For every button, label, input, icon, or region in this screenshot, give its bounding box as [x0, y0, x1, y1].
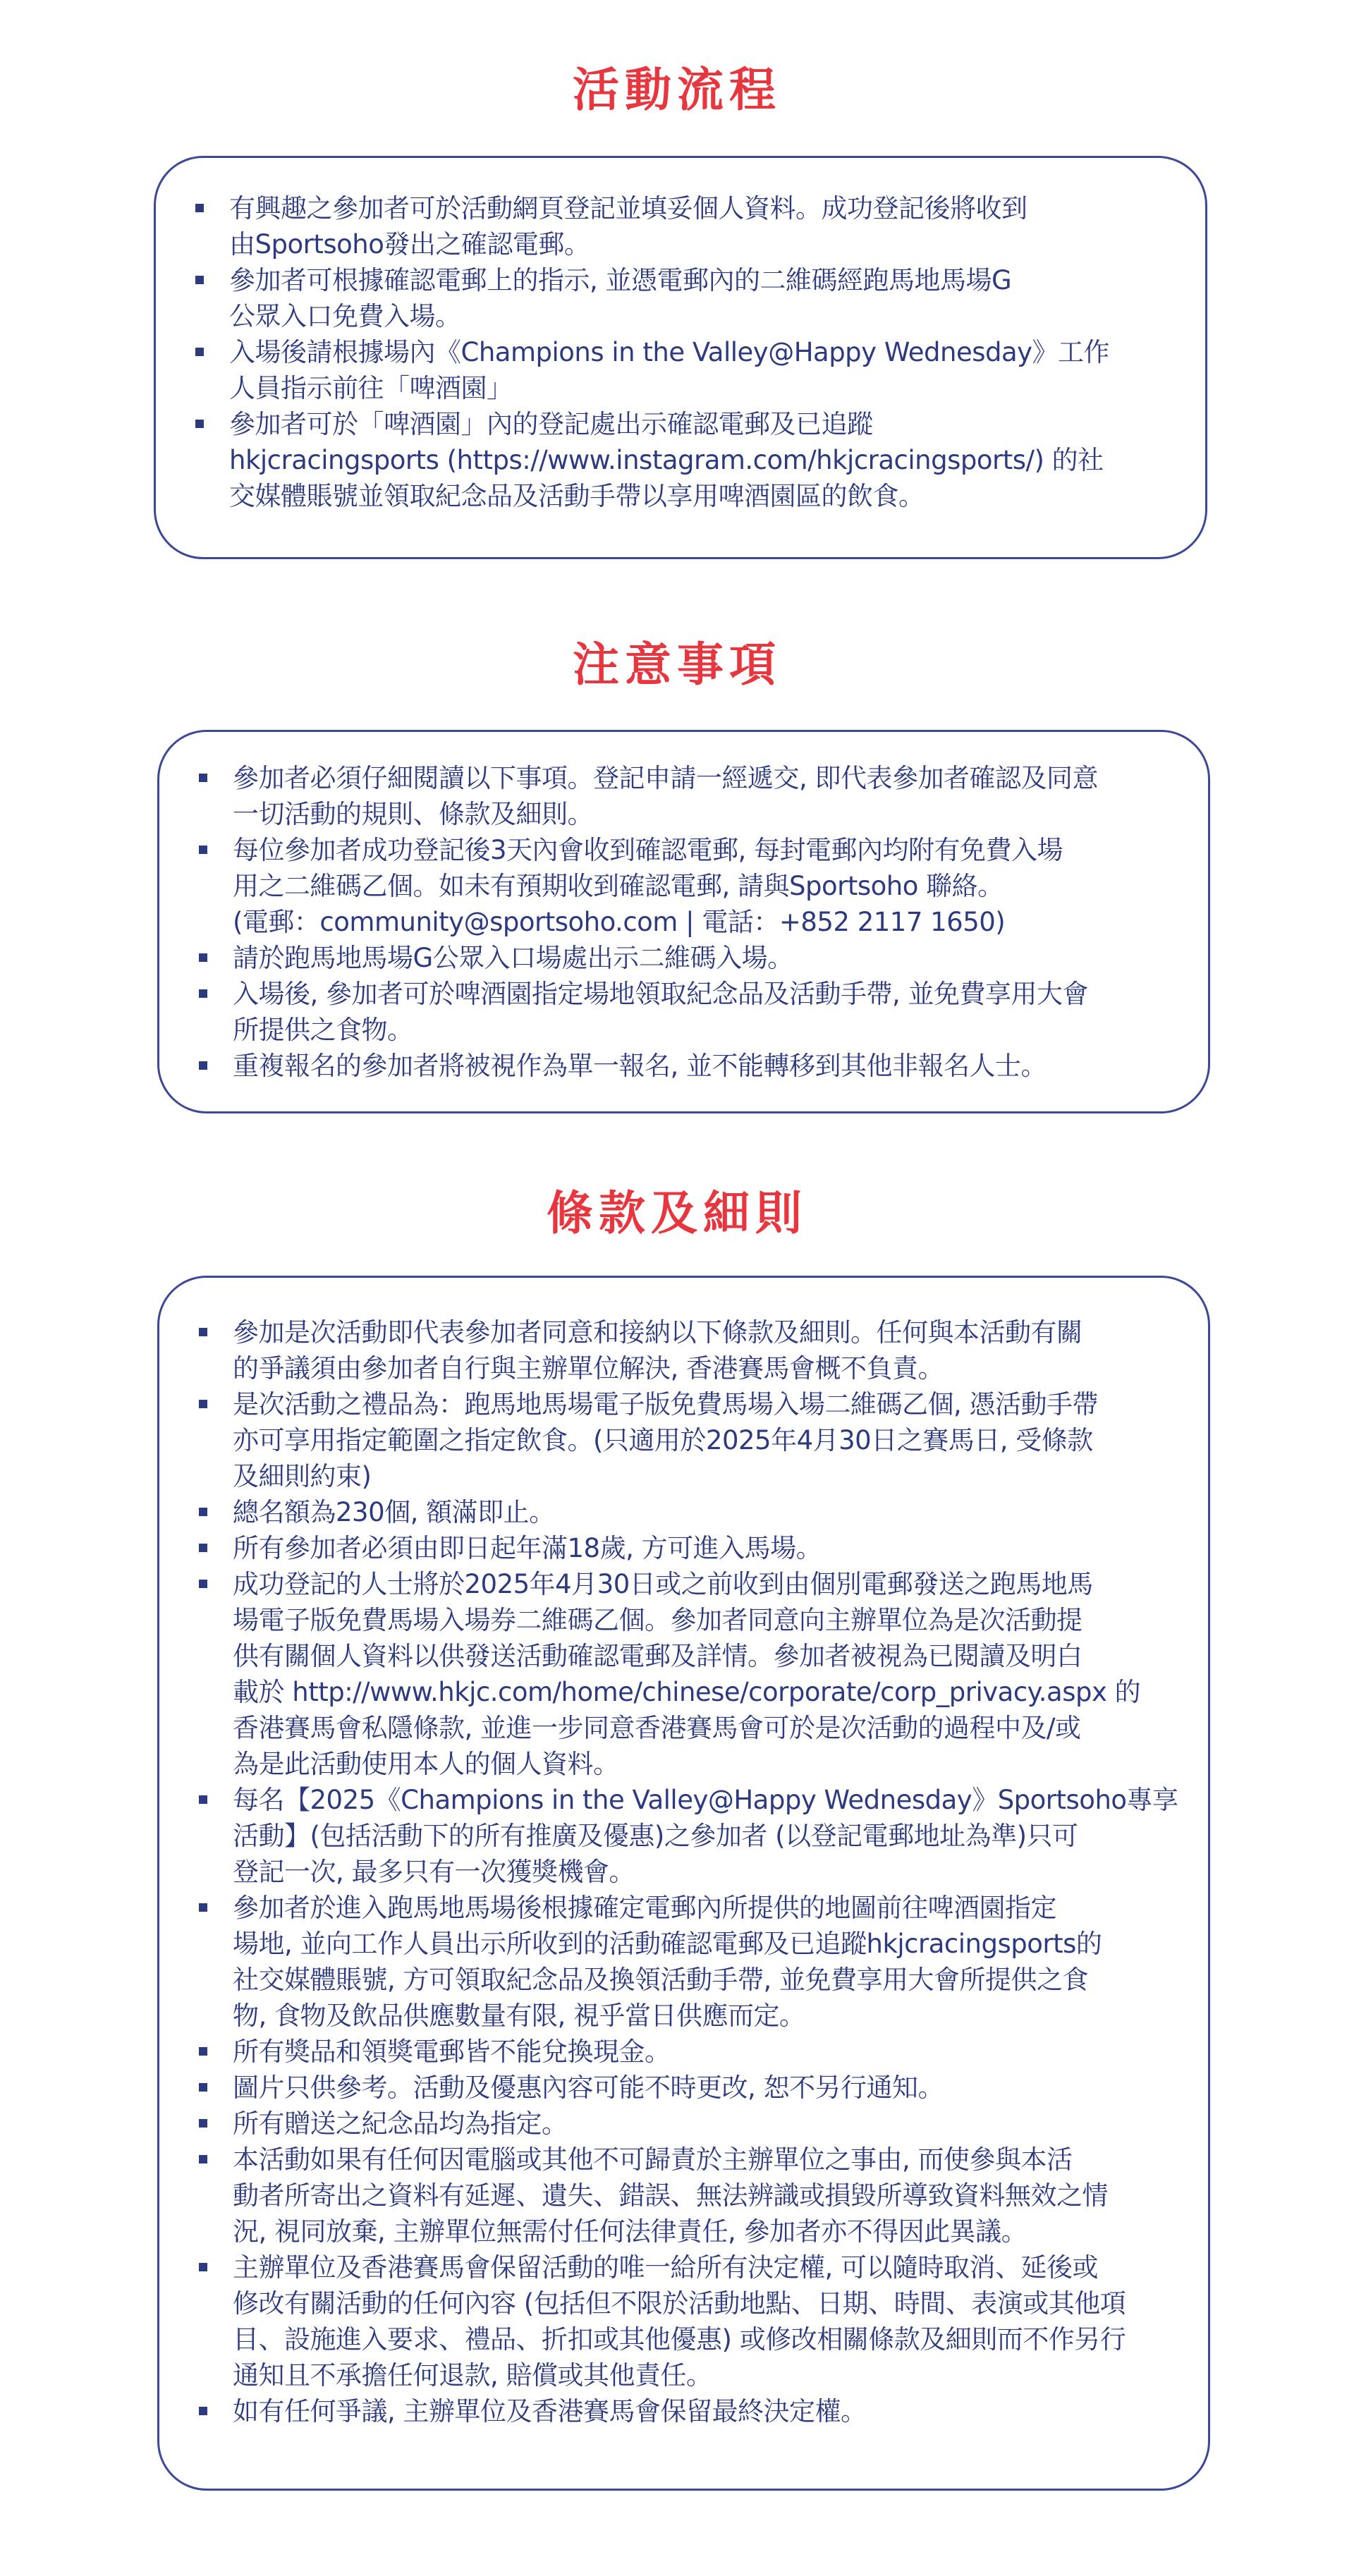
terms-box	[157, 1276, 1210, 2491]
list-item-line: 動者所寄出之資料有延遲、遺失、錯誤、無法辨識或損毀所導致資料無效之情	[233, 2180, 1108, 2211]
bullet-icon	[199, 2119, 207, 2128]
list-item-line: 圖片只供參考。活動及優惠內容可能不時更改, 恕不另行通知。	[233, 2073, 944, 2103]
list-item-line: 由Sportsoho發出之確認電郵。	[229, 229, 590, 260]
list-item	[190, 262, 1163, 334]
bullet-icon	[199, 1328, 207, 1336]
list-item	[193, 976, 1166, 1048]
list-item-line: 總名額為230個, 額滿即止。	[233, 1497, 555, 1527]
list-item-line: 一切活動的規則、條款及細則。	[233, 799, 593, 829]
list-item-line: 的爭議須由參加者自行與主辦單位解決, 香港賽馬會概不負責。	[233, 1353, 944, 1384]
list-item	[190, 334, 1163, 406]
list-item-line: 如有任何爭議, 主辦單位及香港賽馬會保留最終決定權。	[233, 2396, 867, 2427]
list-item	[193, 2393, 1166, 2429]
bullet-icon	[195, 276, 204, 284]
list-item	[193, 1314, 1166, 1386]
list-item-line: 參加者於進入跑馬地馬場後根據確定電郵內所提供的地圖前往啤酒園指定	[233, 1893, 1056, 1923]
list-item-line: 所有獎品和領獎電郵皆不能兌換現金。	[233, 2037, 671, 2067]
list-item-line: 請於跑馬地馬場G公眾入口場處出示二維碼入場。	[233, 943, 793, 973]
bullet-icon	[199, 953, 207, 962]
notes-box	[157, 730, 1210, 1113]
list-item-line: 登記一次, 最多只有一次獲獎機會。	[233, 1857, 635, 1887]
list-item-line: 為是此活動使用本人的個人資料。	[233, 1749, 619, 1779]
list-item-line: (電郵：community@sportsoho.com | 電話：+852 2117 1650)	[233, 907, 1006, 937]
bullet-icon	[199, 1061, 207, 1070]
bullet-icon	[199, 774, 207, 782]
bullet-icon	[199, 1795, 207, 1804]
bullet-icon	[199, 1544, 207, 1552]
list-item-line: 場電子版免費馬場入場券二維碼乙個。參加者同意向主辦單位為是次活動提	[233, 1605, 1082, 1635]
list-item	[193, 2250, 1166, 2393]
list-item	[193, 1386, 1166, 1494]
bullet-icon	[199, 989, 207, 998]
list-item-line: 及細則約束)	[233, 1461, 372, 1491]
list-item-line: 每位參加者成功登記後3天內會收到確認電郵, 每封電郵內均附有免費入場	[233, 835, 1063, 865]
list-item-line: 物, 食物及飲品供應數量有限, 視乎當日供應而定。	[233, 2001, 805, 2031]
list-item-line: 人員指示前往「啤酒園」	[229, 373, 513, 403]
list-item-line: 有興趣之參加者可於活動網頁登記並填妥個人資料。成功登記後將收到	[229, 193, 1027, 224]
bullet-icon	[195, 348, 204, 356]
list-item	[193, 2070, 1166, 2106]
process-box	[154, 156, 1207, 559]
section-title-terms: 條款及細則	[547, 1186, 807, 1240]
list-item-line: 交媒體賬號並領取紀念品及活動手帶以享用啤酒園區的飲食。	[229, 481, 925, 511]
section-title-process: 活動流程	[573, 63, 781, 117]
terms-list	[193, 1314, 1178, 2429]
list-item	[190, 406, 1163, 514]
list-item-line: 活動】(包括活動下的所有推廣及優惠)之參加者 (以登記電郵地址為準)只可	[233, 1821, 1078, 1851]
bullet-icon	[199, 2047, 207, 2056]
list-item	[193, 832, 1166, 940]
bullet-icon	[195, 204, 204, 212]
list-item-line: 參加者可於「啤酒園」內的登記處出示確認電郵及已追蹤	[229, 409, 873, 439]
list-item	[193, 1782, 1178, 1890]
list-item-line: 本活動如果有任何因電腦或其他不可歸責於主辦單位之事由, 而使參與本活	[233, 2144, 1073, 2175]
list-item-line: 目、設施進入要求、禮品、折扣或其他優惠) 或修改相關條款及細則而不作另行	[233, 2324, 1126, 2355]
list-item	[193, 1530, 1166, 1566]
list-item	[193, 1048, 1166, 1084]
list-item-line: 況, 視同放棄, 主辦單位無需付任何法律責任, 參加者亦不得因此異議。	[233, 2216, 1027, 2247]
section-title-notes: 注意事項	[573, 637, 781, 692]
list-item-line: hkjcracingsports (https://www.instagram.com/hkjcracingsports/) 的社	[229, 445, 1104, 475]
list-item-line: 用之二維碼乙個。如未有預期收到確認電郵, 請與Sportsoho 聯絡。	[233, 871, 1004, 901]
list-item-line: 主辦單位及香港賽馬會保留活動的唯一給所有決定權, 可以隨時取消、延後或	[233, 2252, 1099, 2283]
list-item	[193, 2106, 1166, 2142]
list-item-line: 重複報名的參加者將被視作為單一報名, 並不能轉移到其他非報名人士。	[233, 1051, 1047, 1081]
list-item	[193, 760, 1166, 832]
list-item-line: 香港賽馬會私隱條款, 並進一步同意香港賽馬會可於是次活動的過程中及/或	[233, 1713, 1081, 1743]
list-item-line: 通知且不承擔任何退款, 賠償或其他責任。	[233, 2360, 712, 2391]
list-item-line: 是次活動之禮品為：跑馬地馬場電子版免費馬場入場二維碼乙個, 憑活動手帶	[233, 1389, 1099, 1420]
bullet-icon	[199, 1580, 207, 1588]
list-item-line: 公眾入口免費入場。	[229, 301, 461, 331]
list-item-line: 亦可享用指定範圍之指定飲食。(只適用於2025年4月30日之賽馬日, 受條款	[233, 1425, 1093, 1455]
list-item-line: 參加者必須仔細閱讀以下事項。登記申請一經遞交, 即代表參加者確認及同意	[233, 763, 1099, 793]
list-item-line: 場地, 並向工作人員出示所收到的活動確認電郵及已追蹤hkjcracingsports的	[233, 1929, 1102, 1959]
list-item-line: 入場後請根據場內《Champions in the Valley@Happy Wednesday》工作	[229, 337, 1110, 367]
bullet-icon	[199, 1400, 207, 1408]
list-item-line: 所有贈送之紀念品均為指定。	[233, 2108, 568, 2139]
bullet-icon	[199, 1508, 207, 1516]
bullet-icon	[195, 420, 204, 428]
list-item-line: 入場後, 參加者可於啤酒園指定場地領取紀念品及活動手帶, 並免費享用大會	[233, 979, 1089, 1009]
bullet-icon	[199, 2263, 207, 2271]
list-item	[190, 190, 1163, 262]
notes-list	[193, 760, 1166, 1084]
list-item	[193, 1566, 1166, 1782]
process-list	[190, 190, 1163, 514]
bullet-icon	[199, 1903, 207, 1912]
bullet-icon	[199, 846, 207, 854]
list-item-line: 所提供之食物。	[233, 1015, 413, 1045]
list-item-line: 修改有關活動的任何內容 (包括但不限於活動地點、日期、時間、表演或其他項	[233, 2288, 1126, 2319]
list-item	[193, 2142, 1166, 2250]
list-item-line: 每名【2025《Champions in the Valley@Happy Wednesday》Sportsoho專享	[233, 1785, 1178, 1815]
list-item-line: 參加者可根據確認電郵上的指示, 並憑電郵內的二維碼經跑馬地馬場G	[229, 265, 1012, 295]
list-item	[193, 1890, 1166, 2034]
list-item	[193, 1494, 1166, 1530]
list-item-line: 成功登記的人士將於2025年4月30日或之前收到由個別電郵發送之跑馬地馬	[233, 1569, 1093, 1599]
list-item	[193, 2034, 1166, 2070]
list-item-line: 參加是次活動即代表參加者同意和接納以下條款及細則。任何與本活動有關	[233, 1317, 1082, 1348]
list-item-line: 所有參加者必須由即日起年滿18歲, 方可進入馬場。	[233, 1533, 822, 1563]
list-item-line: 供有關個人資料以供發送活動確認電郵及詳情。參加者被視為已閱讀及明白	[233, 1641, 1082, 1671]
list-item-line: 載於 http://www.hkjc.com/home/chinese/corporate/corp_privacy.aspx 的	[233, 1677, 1141, 1707]
bullet-icon	[199, 2083, 207, 2092]
list-item-line: 社交媒體賬號, 方可領取紀念品及換領活動手帶, 並免費享用大會所提供之食	[233, 1965, 1089, 1995]
list-item	[193, 940, 1166, 976]
bullet-icon	[199, 2407, 207, 2415]
bullet-icon	[199, 2155, 207, 2163]
